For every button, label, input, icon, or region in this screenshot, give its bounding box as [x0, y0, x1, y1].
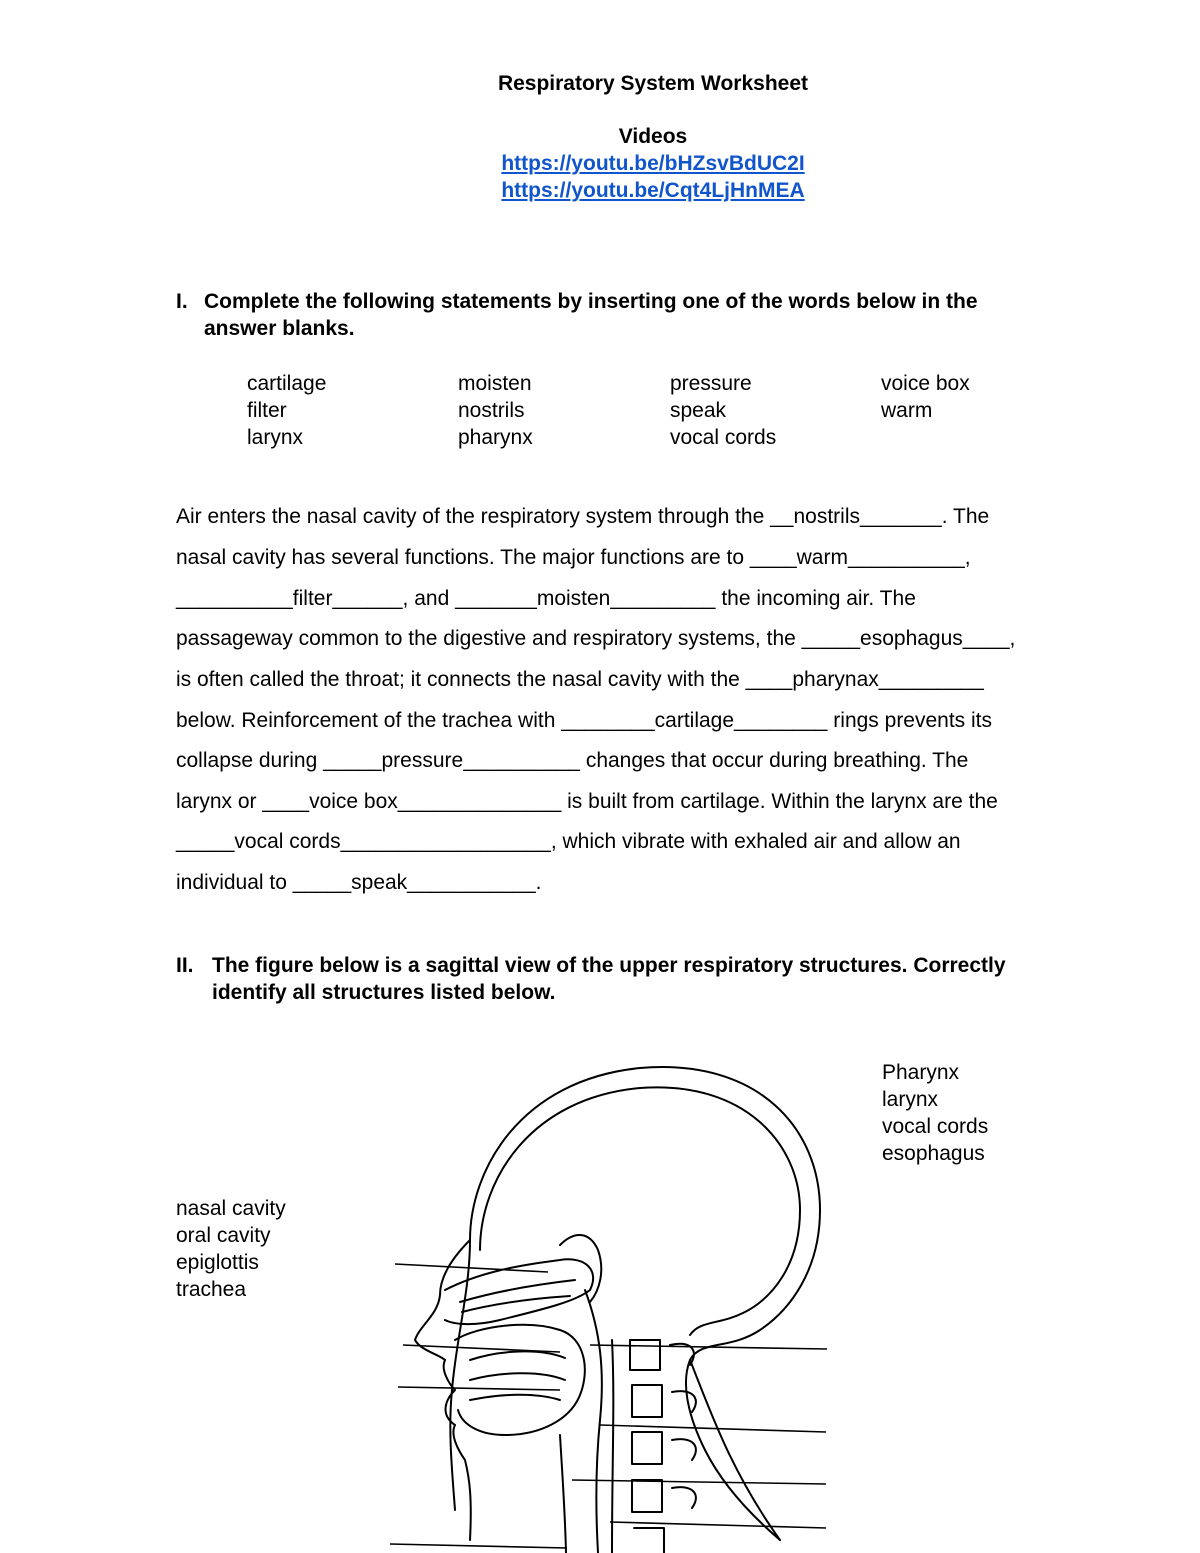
- videos-heading: Videos: [618, 125, 688, 148]
- word-bank-word: pressure: [670, 372, 752, 395]
- vertebra: [632, 1480, 662, 1512]
- nasal-cavity-shape: [445, 1259, 593, 1324]
- spinous-process: [672, 1439, 696, 1460]
- word-bank-word: speak: [670, 399, 727, 422]
- paragraph-line: Air enters the nasal cavity of the respiratory system through the __nostrils_______. The: [176, 505, 990, 528]
- spinous-process: [672, 1487, 696, 1508]
- word-bank-word: pharynx: [458, 426, 533, 449]
- paragraph-line: is often called the throat; it connects the nasal cavity with the ____pharynax_________: [176, 668, 984, 691]
- structure-label: epiglottis: [176, 1251, 259, 1274]
- word-bank-word: warm: [881, 399, 933, 422]
- vertebra: [634, 1528, 664, 1553]
- word-bank-word: larynx: [247, 426, 304, 449]
- esophagus-wall: [612, 1340, 613, 1553]
- section-2-line-1: II. The figure below is a sagittal view of the upper respiratory structures. Correctly: [176, 954, 1006, 977]
- section-2-instructions: [176, 952, 1126, 1006]
- trachea-front: [560, 1435, 566, 1553]
- structure-label: nasal cavity: [176, 1197, 286, 1220]
- video-link-1[interactable]: https://youtu.be/bHZsvBdUC2I: [501, 152, 805, 175]
- vertebra: [632, 1432, 662, 1464]
- skull-inner-line: [480, 1087, 800, 1335]
- structure-label: larynx: [882, 1088, 939, 1111]
- paragraph-line: passageway common to the digestive and respiratory systems, the _____esophagus____,: [176, 627, 1016, 650]
- sagittal-head-diagram: [0, 1040, 1200, 1553]
- paragraph-line: nasal cavity has several functions. The major functions are to ____warm__________,: [176, 546, 971, 569]
- paragraph-line: below. Reinforcement of the trachea with ________cartilage________ rings prevents its: [176, 709, 993, 732]
- spinous-process: [672, 1391, 696, 1412]
- leader-line-left: [390, 1544, 567, 1548]
- word-bank-column-4: [881, 370, 970, 424]
- paragraph-line: larynx or ____voice box______________ is built from cartilage. Within the larynx are the: [176, 790, 998, 813]
- face-profile: [415, 1240, 471, 1540]
- structure-label: trachea: [176, 1278, 247, 1301]
- word-bank-word: voice box: [881, 372, 970, 395]
- paragraph-line: _____vocal cords__________________, which vibrate with exhaled air and allow an: [176, 830, 961, 853]
- paragraph-line: individual to _____speak___________.: [176, 871, 542, 894]
- word-bank-column-1: [247, 370, 326, 451]
- pharynx-wall: [585, 1290, 602, 1553]
- section-1-numeral: I.: [176, 290, 188, 313]
- paragraph-line: collapse during _____pressure__________ changes that occur during breathing. The: [176, 749, 969, 772]
- section-1-line-1: I. Complete the following statements by inserting one of the words below in the: [176, 290, 978, 313]
- word-bank-word: vocal cords: [670, 426, 777, 449]
- leader-line-left: [398, 1387, 560, 1390]
- word-bank-column-2: [458, 370, 533, 451]
- paragraph-line: __________filter______, and _______moisten_________ the incoming air. The: [176, 587, 916, 610]
- leader-line-right: [590, 1345, 827, 1349]
- word-bank-word: cartilage: [247, 372, 327, 395]
- section-2-line-2: identify all structures listed below.: [212, 981, 556, 1004]
- leader-line-right: [572, 1480, 826, 1484]
- structure-label: vocal cords: [882, 1115, 989, 1138]
- video-link-2[interactable]: https://youtu.be/Cqt4LjHnMEA: [501, 179, 805, 202]
- worksheet-title: Respiratory System Worksheet: [497, 72, 809, 95]
- structure-label: oral cavity: [176, 1224, 271, 1247]
- word-bank-word: nostrils: [458, 399, 525, 422]
- word-bank-word: moisten: [458, 372, 532, 395]
- section-2-numeral: II.: [176, 954, 194, 977]
- structure-label: Pharynx: [882, 1061, 960, 1084]
- section-1-line-2: answer blanks.: [204, 317, 355, 340]
- leader-line-right: [600, 1425, 826, 1432]
- structure-label: esophagus: [882, 1142, 985, 1165]
- section-1-instructions: [176, 288, 1106, 342]
- vertebra: [632, 1385, 662, 1417]
- word-bank-column-3: [670, 370, 776, 451]
- vertebra: [630, 1340, 660, 1370]
- word-bank-word: filter: [247, 399, 287, 422]
